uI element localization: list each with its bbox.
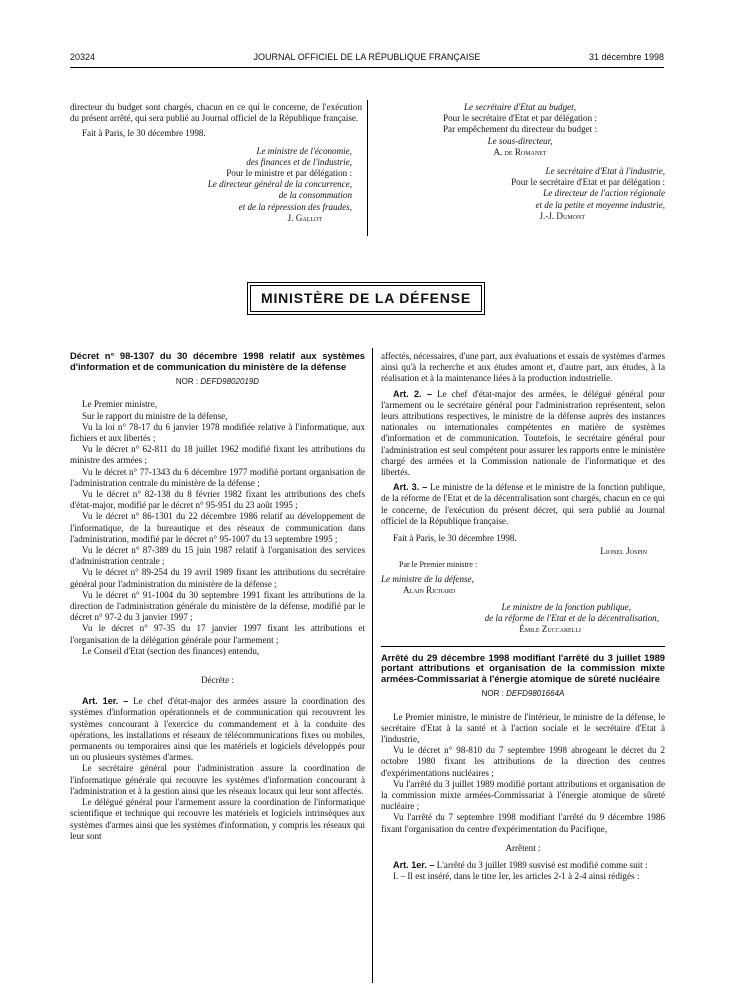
- signature-line: Le secrétaire d'Etat à l'industrie,: [545, 166, 665, 177]
- page-header: [70, 52, 664, 66]
- signature-block: [70, 146, 362, 224]
- arretent-heading: Arrêtent :: [505, 842, 541, 853]
- nor-value: DEFD9801664A: [506, 689, 565, 699]
- ministry-banner: [250, 285, 482, 312]
- header-rule: [70, 67, 664, 68]
- visa-paragraph: Vu le décret n° 98-810 du 7 septembre 1998 abrogeant le décret du 2 octobre 1980 fixant les attributions de la direction des centres d'expérimentations nucléaires ;: [381, 745, 665, 778]
- signature-line: Pour le secrétaire d'Etat et par délégation :: [511, 177, 665, 188]
- article-text: Le chef d'état-major des armées, le délégué général pour l'armement ou le secrétaire général pour l'administration représentent, selon leurs attributions respectives, le ministre de la défense auprès des instances nationales ou internationales compétentes en matière de systèmes d'information et de communication. Toutefois, le secrétaire général pour l'administration est seul compétent pour assurer les rapports entre le ministère chargé des armées et la Commission nationale de l'informatique et des libertés.: [381, 388, 666, 478]
- date-line: Fait à Paris, le 30 décembre 1998.: [393, 533, 517, 544]
- arrete-title: Arrêté du 29 décembre 1998 modifiant l'arrêté du 3 juillet 1989 portant attributions et organisation de la commission mixte armées-Commissariat à l'énergie atomique de sûreté nucléaire: [381, 651, 665, 684]
- visa-paragraph: Vu le décret n° 62-811 du 18 juillet 1962 modifié fixant les attributions du ministre des armées ;: [70, 444, 365, 466]
- journal-title: JOURNAL OFFICIEL DE LA RÉPUBLIQUE FRANÇAISE: [253, 52, 481, 62]
- visa-paragraph: Vu la loi n° 78-17 du 6 janvier 1978 modifiée relative à l'informatique, aux fichiers et aux libertés ;: [70, 421, 365, 443]
- decrete-heading: Décrète :: [200, 675, 235, 686]
- signatory-name: Alain Richard: [403, 584, 456, 595]
- article-label: Art. 1er. –: [82, 696, 129, 707]
- signatory-name: J.-J. Dumont: [539, 210, 585, 221]
- article-text: L'arrêté du 3 juillet 1989 susvisé est modifié comme suit :: [436, 860, 648, 871]
- visa-paragraph: Vu le décret n° 87-389 du 15 juin 1987 relatif à l'organisation des services d'administration centrale ;: [70, 545, 365, 567]
- signature-line: Le ministre de la fonction publique,: [501, 602, 631, 613]
- signature-line: Le ministre de l'économie,: [256, 145, 352, 156]
- nor-label: NOR :: [481, 689, 504, 699]
- section-rule: [381, 646, 665, 647]
- decret-right-column: [381, 351, 665, 883]
- signature-line: de la consommation: [278, 190, 352, 201]
- paragraph: Le Premier ministre,: [82, 399, 158, 410]
- visa-paragraph: Vu le décret n° 82-138 du 8 février 1982 fixant les attributions des chefs d'état-major, modifié par le décret n° 95-951 du 23 août 1995 ;: [70, 489, 365, 511]
- signature-line: Le directeur de l'action régionale: [543, 188, 665, 199]
- visa-paragraph: Vu l'arrêté du 3 juillet 1989 modifié portant attributions et organisation de la commission mixte armées-Commissariat à l'énergie atomique de sûreté nucléaire ;: [381, 778, 665, 812]
- signature-line: Le directeur général de la concurrence,: [207, 179, 352, 190]
- visa-paragraph: Le Conseil d'Etat (section des finances) entendu,: [82, 645, 260, 656]
- nor-reference: [381, 688, 665, 699]
- paragraph: Sur le rapport du ministre de la défense,: [82, 410, 228, 421]
- article-label: Art. 1er. –: [393, 860, 435, 871]
- visa-paragraph: Vu le décret n° 89-254 du 19 avril 1989 fixant les attributions du secrétaire général pour l'administration du ministère de la défense ;: [70, 567, 365, 589]
- paragraph: Le délégué général pour l'armement assure la coordination de l'informatique scientifique et technique qui recouvre les matériels et logiciels intrinsèques aux systèmes d'armes ainsi que les systèmes d'information, y compris les réseaux qui leur sont: [70, 797, 365, 841]
- decret-title: Décret n° 98-1307 du 30 décembre 1998 relatif aux systèmes d'information et de communication du ministère de la défense: [70, 350, 365, 372]
- visa-paragraph: Vu le décret n° 77-1343 du 6 décembre 1977 modifié portant organisation de l'administration centrale du ministère de la défense ;: [70, 466, 365, 488]
- article-2: [381, 389, 665, 479]
- signatory-name: J. Gallot: [287, 212, 322, 223]
- paragraph: I. – Il est inséré, dans le titre Ier, les articles 2-1 à 2-4 ainsi rédigés :: [393, 871, 640, 882]
- article-1: [70, 696, 365, 763]
- article-text: Le chef d'état-major des armées assure la coordination des systèmes d'information opérationnels et de communication qui recouvrent les systèmes concourant à l'exercice du commandement et à la conduite des opérations, les installations et réseaux de télécommunications fixes ou mobiles, permanents ou temporaires ainsi que les matériels et logiciels développés pour un ou plusieurs systèmes d'armes.: [70, 696, 365, 763]
- visa-paragraph: Vu le décret n° 97-35 du 17 janvier 1997 fixant les attributions et l'organisation de la délégation générale pour l'armement ;: [70, 623, 365, 645]
- signatory-name: Lionel Jospin: [600, 546, 647, 557]
- article-label: Art. 2. –: [393, 388, 432, 399]
- signatory-name: Émile Zuccarelli: [519, 624, 581, 635]
- signature-line: Par le Premier ministre :: [399, 560, 478, 570]
- top-column-divider: [367, 100, 368, 236]
- article-label: Art. 3. –: [393, 482, 428, 493]
- issue-date: 31 décembre 1998: [588, 52, 664, 62]
- signature-block-budget: [375, 102, 665, 158]
- signature-line: Le ministre de la défense,: [381, 573, 474, 584]
- signature-block-fonction-publique: [381, 602, 665, 636]
- date-line: Fait à Paris, le 30 décembre 1998.: [82, 128, 206, 139]
- arrete-article-1: [381, 860, 665, 871]
- ministry-title: MINISTÈRE DE LA DÉFENSE: [260, 290, 471, 306]
- signature-line: des finances et de l'industrie,: [246, 156, 352, 167]
- nor-label: NOR :: [175, 377, 199, 387]
- article-3: [381, 482, 665, 527]
- signatory-name: A. de Romanet: [493, 146, 547, 157]
- nor-value: DEFD9802019D: [200, 377, 260, 387]
- previous-text-end: [70, 102, 362, 224]
- signature-line: Le sous-directeur,: [487, 135, 553, 146]
- main-column-divider: [372, 348, 373, 983]
- signature-line: Le secrétaire d'Etat au budget,: [464, 102, 576, 112]
- nor-reference: [70, 376, 365, 387]
- signature-line: et de la répression des fraudes,: [238, 201, 352, 212]
- page-number: 20324: [70, 52, 96, 62]
- signature-column-top-right: [375, 102, 665, 222]
- signature-line: Pour le secrétaire d'Etat et par délégation :: [443, 113, 597, 124]
- paragraph: affectés, nécessaires, d'une part, aux évaluations et essais de systèmes d'armes ainsi qu'à la recherche et aux études amont et, d'autre part, aux études, à la réalisation et à la maintenance liées à la production industrielle.: [381, 351, 665, 384]
- article-text: Le ministre de la défense et le ministre de la fonction publique, de la réforme de l'Etat et de la décentralisation sont chargés, chacun en ce qui le concerne, de l'exécution du présent décret, qui sera publié au Journal officiel de la République française.: [381, 482, 665, 526]
- visa-paragraph: Vu l'arrêté du 7 septembre 1998 modifiant l'arrêté du 9 décembre 1986 fixant l'organisation du centre d'expérimentation du Pacifique,: [381, 812, 665, 834]
- signature-line: Par empêchement du directeur du budget :: [442, 124, 598, 135]
- paragraph: Le secrétaire général pour l'administration assure la coordination de l'informatique générale qui recouvre les systèmes d'information concourant à l'administration et à la gestion ainsi que les réseaux locaux qui leur sont affectés.: [70, 763, 365, 796]
- paragraph: Le Premier ministre, le ministre de l'intérieur, le ministre de la défense, le secrétaire d'Etat à la santé et à l'action sociale et le secrétaire d'Etat à l'industrie,: [381, 711, 665, 745]
- closing-paragraph: directeur du budget sont chargés, chacun en ce qui le concerne, de l'exécution du présent arrêté, qui sera publié au Journal officiel de la République française.: [70, 102, 362, 124]
- visa-paragraph: Vu le décret n° 86-1301 du 22 décembre 1986 relatif au développement de l'informatique, de la bureautique et des réseaux de communication dans l'administration, modifié par le décret n° 95-1007 du 13 septembre 1995 ;: [70, 511, 365, 544]
- signature-line: et de la petite et moyenne industrie,: [535, 199, 665, 210]
- signature-block-industry: [375, 166, 665, 222]
- signature-line: de la réforme de l'Etat et de la décentralisation,: [484, 613, 659, 624]
- decret-left-column: [70, 351, 365, 842]
- signature-line: Pour le ministre et par délégation :: [226, 168, 352, 179]
- visa-paragraph: Vu le décret n° 91-1004 du 30 septembre 1991 fixant les attributions de la direction de l'administration générale du ministère de la défense, modifié par le décret n° 97-2 du 3 janvier 1997 ;: [70, 589, 365, 623]
